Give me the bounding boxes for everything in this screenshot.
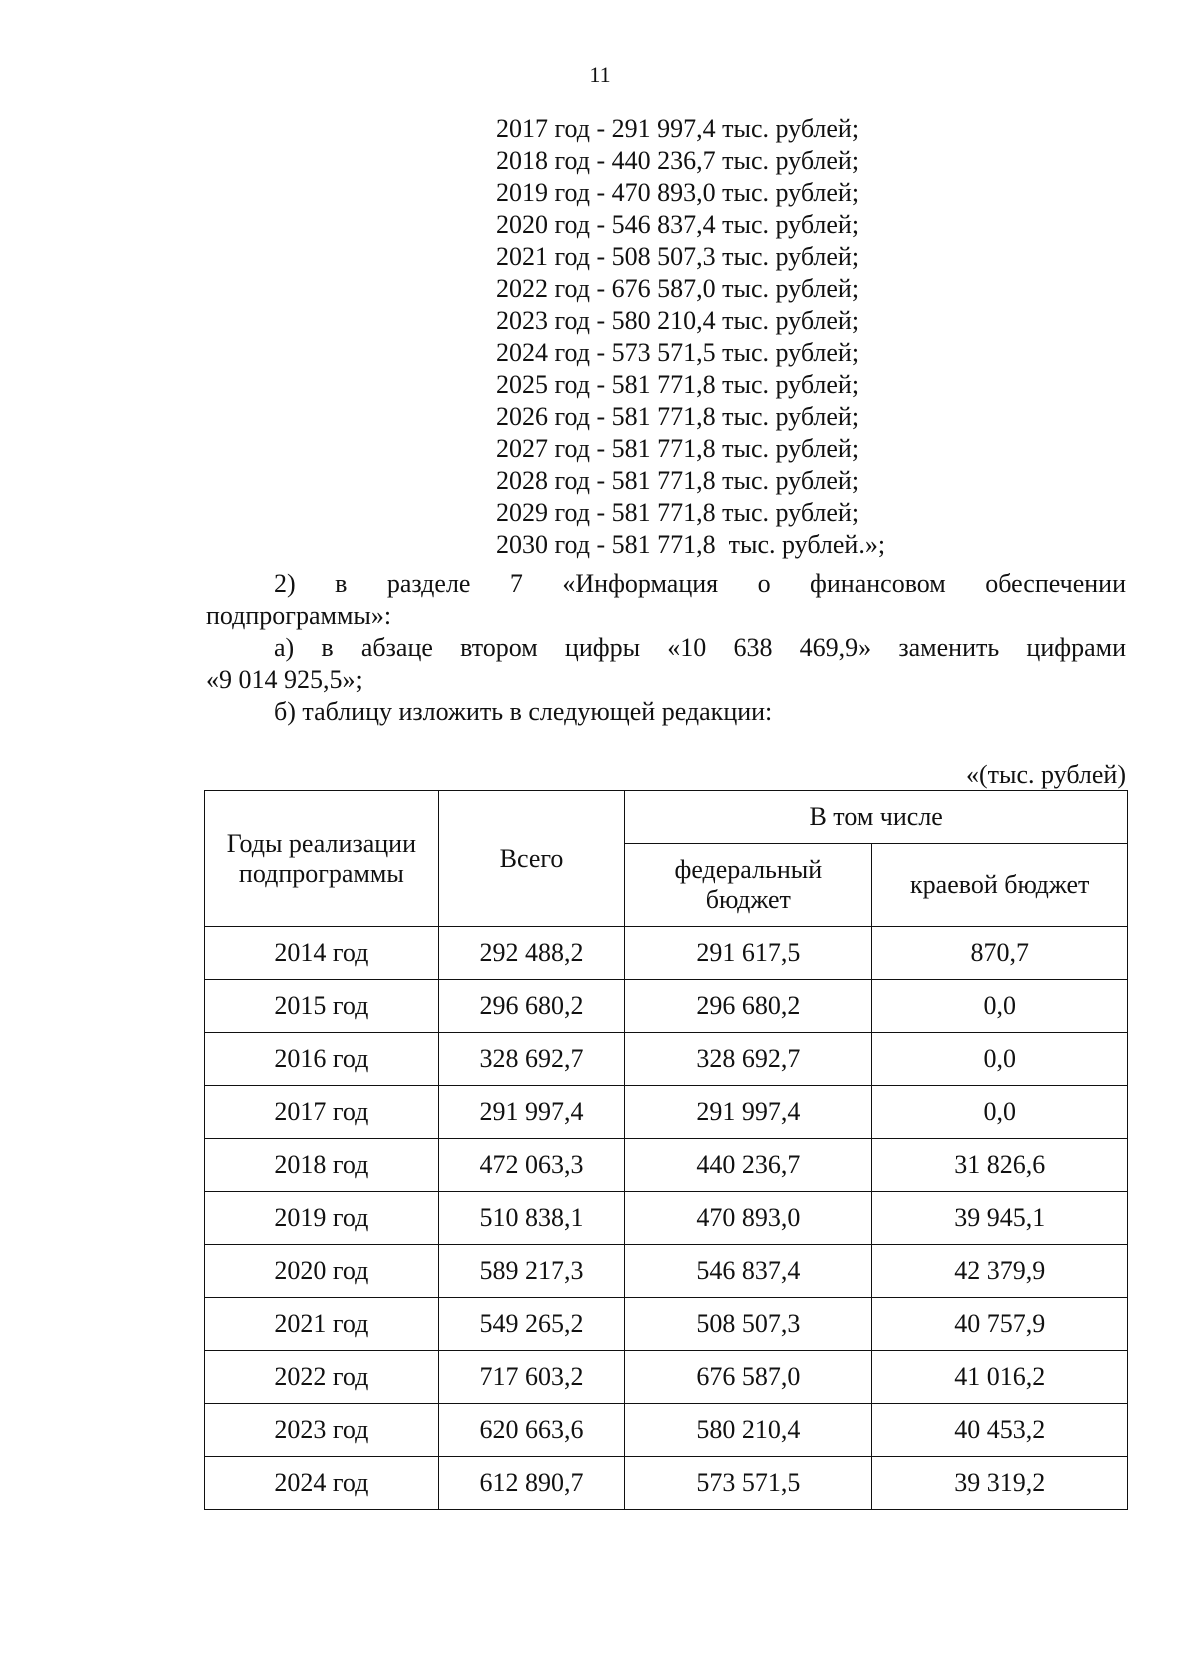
paragraph-item-a xyxy=(206,632,1126,696)
cell-federal: 546 837,4 xyxy=(625,1245,872,1298)
header-years: Годы реализации подпрограммы xyxy=(205,791,439,927)
cell-total: 549 265,2 xyxy=(438,1298,625,1351)
cell-regional: 39 945,1 xyxy=(872,1192,1128,1245)
table-row xyxy=(205,1457,1128,1510)
funding-table xyxy=(204,790,1128,1510)
cell-total: 292 488,2 xyxy=(438,927,625,980)
cell-year: 2022 год xyxy=(205,1351,439,1404)
cell-federal: 328 692,7 xyxy=(625,1033,872,1086)
cell-regional: 40 757,9 xyxy=(872,1298,1128,1351)
cell-total: 472 063,3 xyxy=(438,1139,625,1192)
table-row xyxy=(205,1245,1128,1298)
year-funding-line: 2029 год - 581 771,8 тыс. рублей; xyxy=(496,498,860,527)
paragraph-item-2 xyxy=(206,568,1126,632)
cell-federal: 573 571,5 xyxy=(625,1457,872,1510)
cell-regional: 41 016,2 xyxy=(872,1351,1128,1404)
cell-total: 296 680,2 xyxy=(438,980,625,1033)
cell-regional: 31 826,6 xyxy=(872,1139,1128,1192)
year-funding-line: 2018 год - 440 236,7 тыс. рублей; xyxy=(496,146,860,175)
cell-federal: 470 893,0 xyxy=(625,1192,872,1245)
year-funding-line: 2019 год - 470 893,0 тыс. рублей; xyxy=(496,178,860,207)
cell-regional: 42 379,9 xyxy=(872,1245,1128,1298)
cell-total: 328 692,7 xyxy=(438,1033,625,1086)
cell-year: 2019 год xyxy=(205,1192,439,1245)
table-row xyxy=(205,1351,1128,1404)
table-row xyxy=(205,980,1128,1033)
cell-year: 2014 год xyxy=(205,927,439,980)
year-funding-line: 2023 год - 580 210,4 тыс. рублей; xyxy=(496,306,860,335)
cell-federal: 580 210,4 xyxy=(625,1404,872,1457)
cell-regional: 870,7 xyxy=(872,927,1128,980)
cell-federal: 676 587,0 xyxy=(625,1351,872,1404)
year-funding-line: 2030 год - 581 771,8 тыс. рублей.»; xyxy=(496,530,886,559)
cell-total: 510 838,1 xyxy=(438,1192,625,1245)
year-funding-line: 2027 год - 581 771,8 тыс. рублей; xyxy=(496,434,860,463)
paragraph-text: 2) в разделе 7 «Информация о финансовом обеспечении xyxy=(274,569,1126,598)
paragraph-text-continuation: подпрограммы»: xyxy=(206,601,392,630)
year-funding-list xyxy=(496,113,885,561)
table-row xyxy=(205,1033,1128,1086)
cell-year: 2017 год xyxy=(205,1086,439,1139)
year-funding-line: 2021 год - 508 507,3 тыс. рублей; xyxy=(496,242,860,271)
year-funding-line: 2022 год - 676 587,0 тыс. рублей; xyxy=(496,274,860,303)
year-funding-line: 2020 год - 546 837,4 тыс. рублей; xyxy=(496,210,860,239)
cell-regional: 0,0 xyxy=(872,1086,1128,1139)
year-funding-line: 2025 год - 581 771,8 тыс. рублей; xyxy=(496,370,860,399)
table-row xyxy=(205,1192,1128,1245)
table-row xyxy=(205,927,1128,980)
cell-year: 2015 год xyxy=(205,980,439,1033)
cell-total: 612 890,7 xyxy=(438,1457,625,1510)
cell-federal: 291 617,5 xyxy=(625,927,872,980)
cell-federal: 291 997,4 xyxy=(625,1086,872,1139)
header-federal: федеральный бюджет xyxy=(625,844,872,927)
cell-total: 589 217,3 xyxy=(438,1245,625,1298)
cell-total: 717 603,2 xyxy=(438,1351,625,1404)
cell-year: 2023 год xyxy=(205,1404,439,1457)
year-funding-line: 2028 год - 581 771,8 тыс. рублей; xyxy=(496,466,860,495)
table-row xyxy=(205,1139,1128,1192)
cell-federal: 296 680,2 xyxy=(625,980,872,1033)
table-row xyxy=(205,1404,1128,1457)
table-row xyxy=(205,1298,1128,1351)
year-funding-line: 2017 год - 291 997,4 тыс. рублей; xyxy=(496,114,860,143)
cell-year: 2020 год xyxy=(205,1245,439,1298)
cell-year: 2018 год xyxy=(205,1139,439,1192)
table-units-caption: «(тыс. рублей) xyxy=(965,760,1126,789)
header-regional: краевой бюджет xyxy=(872,844,1128,927)
paragraph-text-continuation: «9 014 925,5»; xyxy=(206,665,363,694)
paragraph-text: а) в абзаце втором цифры «10 638 469,9» заменить цифрами xyxy=(274,633,1126,662)
cell-federal: 440 236,7 xyxy=(625,1139,872,1192)
page-number: 11 xyxy=(589,62,611,87)
cell-regional: 0,0 xyxy=(872,1033,1128,1086)
year-funding-line: 2024 год - 573 571,5 тыс. рублей; xyxy=(496,338,860,367)
header-including: В том числе xyxy=(625,791,1128,844)
year-funding-line: 2026 год - 581 771,8 тыс. рублей; xyxy=(496,402,860,431)
cell-federal: 508 507,3 xyxy=(625,1298,872,1351)
table-row xyxy=(205,1086,1128,1139)
cell-year: 2024 год xyxy=(205,1457,439,1510)
cell-total: 620 663,6 xyxy=(438,1404,625,1457)
cell-regional: 40 453,2 xyxy=(872,1404,1128,1457)
paragraph-item-b: б) таблицу изложить в следующей редакции: xyxy=(274,697,773,726)
header-total: Всего xyxy=(438,791,625,927)
cell-regional: 0,0 xyxy=(872,980,1128,1033)
cell-year: 2016 год xyxy=(205,1033,439,1086)
cell-total: 291 997,4 xyxy=(438,1086,625,1139)
cell-year: 2021 год xyxy=(205,1298,439,1351)
cell-regional: 39 319,2 xyxy=(872,1457,1128,1510)
table-body xyxy=(205,927,1128,1510)
